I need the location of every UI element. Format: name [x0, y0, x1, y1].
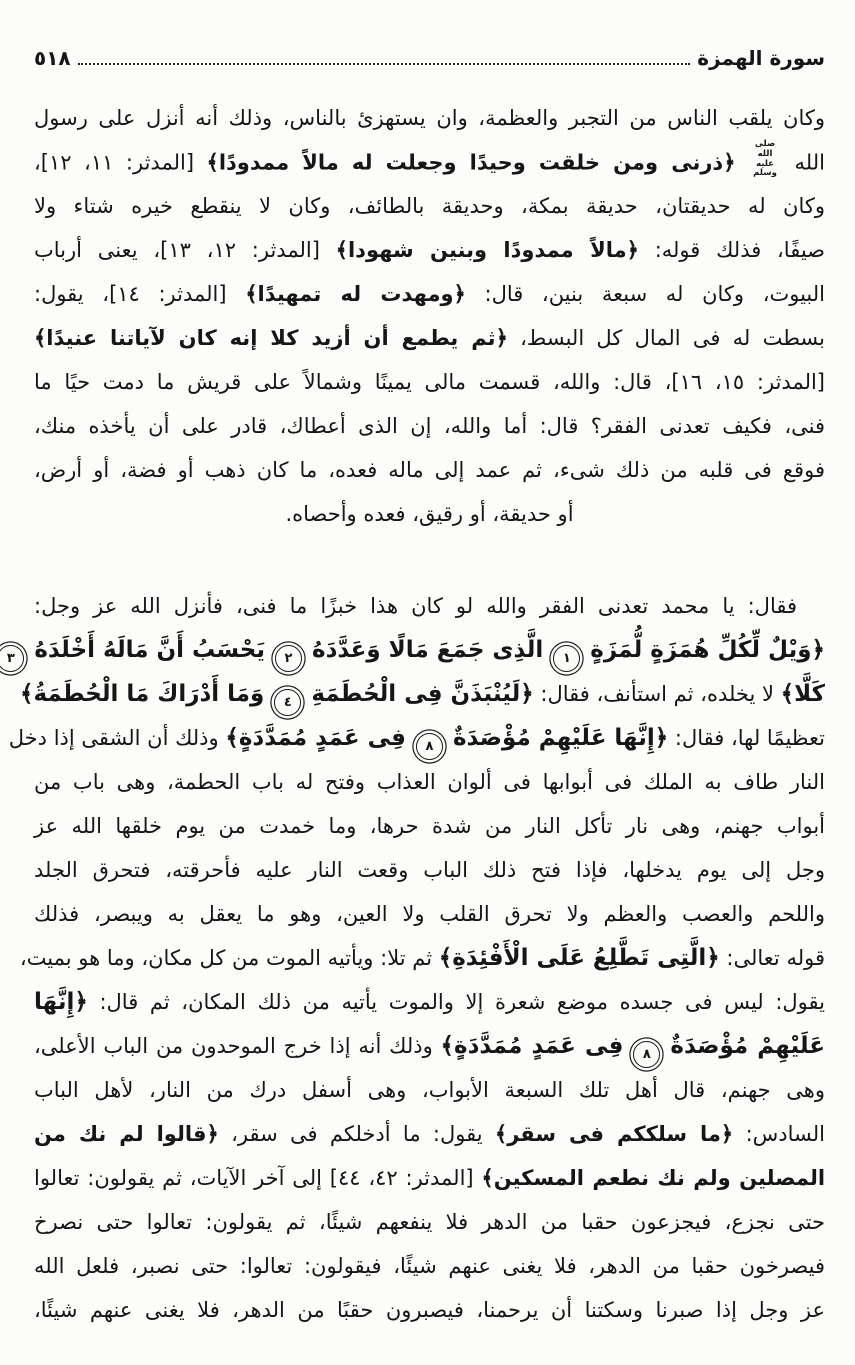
- aya-number-badge: ٨: [633, 1041, 660, 1068]
- text-line: [34, 448, 825, 492]
- text-line: [34, 1244, 825, 1288]
- text-segment: واللحم والعصب والعظم ولا تحرق القلب ولا العين، وهو ما يعقل به ويبصر، فذلك: [34, 902, 825, 926]
- quran-verse-segment: يَحْسَبُ أَنَّ مَالَهُ أَخْلَدَهُ: [34, 637, 265, 663]
- bold-quote-segment: ﴿ومهدت له تمهيدًا﴾: [245, 282, 466, 306]
- text-segment: [المدثر: ١٢، ١٣]، يعنى أرباب: [34, 238, 336, 262]
- paragraph-1: [34, 96, 825, 536]
- page-body: [6, 96, 826, 1332]
- quran-verse-segment: ﴿إِنَّهَا: [34, 989, 88, 1015]
- quran-verse-segment: ﴿وَيْلٌ لِّكُلِّ هُمَزَةٍ لُّمَزَةٍ: [590, 637, 825, 663]
- text-line: [34, 1200, 825, 1244]
- page-header: [34, 46, 825, 70]
- quran-verse-segment: الَّذِى جَمَعَ مَالًا وَعَدَّدَهُ: [312, 637, 544, 663]
- bold-quote-segment: ﴿ما سلككم فى سقر﴾: [494, 1122, 734, 1146]
- text-line: [8, 716, 825, 760]
- text-segment: السادس:: [733, 1122, 825, 1146]
- quran-verse-segment: ﴿الَّتِى تَطَّلِعُ عَلَى الْأَفْئِدَةِ﴾: [438, 945, 720, 971]
- text-segment: فيصرخون حقبا من الدهر، فلا يغنى عنهم شيئًا، فيقولون: تعالوا: حتى نصبر، فلعل الله: [34, 1254, 825, 1278]
- text-line: [34, 492, 825, 536]
- text-line: [34, 1156, 825, 1200]
- bold-quote-segment: ﴿مالاً ممدودًا وبنين شهودا﴾: [335, 238, 639, 262]
- text-line: [34, 1112, 825, 1156]
- quran-verse-segment: فِى عَمَدٍ مُمَدَّدَةٍ﴾: [225, 725, 406, 751]
- text-segment: عز وجل إذا صبرنا وسكتنا أن يرحمنا، فيصبرون حقبًا من الدهر، فلا يغنى عنهم شيئًا،: [34, 1298, 825, 1322]
- text-segment: فنى، فكيف تعدنى الفقر؟ قال: أما والله، إن الذى أعطاك، قادر على أن يأخذه منك،: [34, 414, 825, 438]
- text-line: [34, 760, 825, 804]
- quran-verse-segment: كَلَّا﴾: [780, 681, 825, 707]
- text-line: [34, 1024, 825, 1068]
- text-line: [6, 628, 825, 672]
- text-segment: [المدثر: ٤٢، ٤٤] إلى آخر الآيات، ثم يقولون: تعالوا: [34, 1166, 482, 1190]
- text-segment: صيفًا، فذلك قوله:: [638, 238, 825, 262]
- aya-number-badge: ٢: [275, 645, 302, 672]
- text-segment: وجل إلى يوم يدخلها، فإذا فتح ذلك الباب وقعت النار عليه فأحرقته، فتحرق الجلد: [34, 858, 825, 882]
- text-segment: فوقع فى قلبه من ذلك شىء، ثم عمد إلى ماله فعده، ما كان ذهب أو فضة، أو أرض،: [34, 458, 825, 482]
- text-line: [34, 892, 825, 936]
- text-line: [34, 1288, 825, 1332]
- text-line: [20, 672, 825, 716]
- text-segment: يقول: ما أدخلكم فى سقر،: [218, 1122, 495, 1146]
- text-segment: [736, 150, 749, 174]
- text-segment: قوله تعالى:: [719, 946, 825, 970]
- text-segment: وكان يلقب الناس من التجبر والعظمة، وان يستهزئ بالناس، وذلك أنه أنزل على رسول: [34, 106, 825, 130]
- text-segment: [المدثر: ١٤]، يقول:: [34, 282, 246, 306]
- pbuh-mark: صلى الله عليه وسلم: [753, 139, 777, 179]
- text-line: [34, 584, 825, 628]
- text-segment: حتى نجزع، فيجزعون حقبا من الدهر فلا ينفعهم شيئًا، ثم يقولون: تعالوا حتى نصرخ: [34, 1210, 825, 1234]
- aya-number-badge: ٤: [274, 689, 301, 716]
- bold-quote-segment: ﴿ذرنى ومن خلقت وحيدًا وجعلت له مالاً ممدودًا﴾: [206, 150, 736, 175]
- text-line: [34, 184, 825, 228]
- bold-quote-segment: ﴿ثم يطمع أن أزيد كلا إنه كان لآياتنا عنيدًا﴾: [34, 326, 508, 350]
- aya-number-badge: ٣: [0, 645, 24, 672]
- text-line: [34, 804, 825, 848]
- paragraph-2: [6, 584, 826, 1332]
- text-segment: وهى جهنم، قال أهل تلك السبعة الأبواب، وهى أسفل درك من النار، لأهل الباب: [34, 1078, 825, 1102]
- quran-verse-segment: فِى عَمَدٍ مُمَدَّدَةٍ﴾: [440, 1033, 624, 1059]
- bold-quote-segment: المصلين ولم نك نطعم المسكين﴾: [481, 1166, 826, 1190]
- quran-verse-segment: وَمَا أَدْرَاكَ مَا الْحُطَمَةُ﴾: [20, 681, 265, 707]
- text-line: [34, 404, 825, 448]
- text-line: [34, 316, 825, 360]
- text-line: [19, 936, 825, 980]
- quran-verse-segment: ﴿إِنَّهَا عَلَيْهِمْ مُؤْصَدَةٌ: [452, 725, 669, 751]
- quran-verse-segment: ﴿لَيُنْبَذَنَّ فِى الْحُطَمَةِ: [311, 681, 534, 707]
- text-segment: أو حديقة، أو رقيق، فعده وأحصاه.: [285, 502, 574, 526]
- text-segment: تعظيمًا لها، فقال:: [668, 726, 825, 750]
- surah-title: سورة الهمزة: [697, 46, 825, 70]
- page-number: ٥١٨: [34, 46, 71, 70]
- text-line: [34, 848, 825, 892]
- text-segment: وذلك أنه إذا خرج الموحدون من الباب الأعلى،: [34, 1034, 441, 1058]
- text-segment: النار طاف به الملك فى أبوابها فى ألوان العذاب وفتح له باب الحطمة، وهى باب من: [34, 770, 825, 794]
- quran-verse-segment: عَلَيْهِمْ مُؤْصَدَةٌ: [670, 1033, 825, 1059]
- text-line: [34, 140, 825, 184]
- text-segment: الله: [782, 150, 825, 175]
- text-segment: وذلك أن الشقى إذا دخل: [8, 726, 226, 750]
- text-line: [34, 980, 825, 1024]
- aya-number-badge: ١: [553, 645, 580, 672]
- text-segment: [المدثر: ١٥، ١٦]، قال: والله، قسمت مالى يمينًا وشمالاً على قريش ما دمت حيًا ما: [34, 370, 826, 394]
- text-segment: لا يخلده، ثم استأنف، فقال:: [533, 682, 781, 706]
- text-segment: ثم تلا: ويأتيه الموت من كل مكان، وما هو بميت،: [19, 946, 439, 970]
- bold-quote-segment: ﴿قالوا لم نك من: [34, 1122, 219, 1146]
- text-line: [34, 96, 825, 140]
- text-segment: أبواب جهنم، وهى نار تأكل النار من شدة حرها، وما خمدت من يوم خلقها الله عز: [34, 814, 825, 838]
- text-segment: بسطت له فى المال كل البسط،: [507, 326, 825, 350]
- aya-number-badge: ٨: [416, 733, 443, 760]
- text-line: [34, 272, 825, 316]
- text-line: [34, 1068, 825, 1112]
- text-segment: يقول: ليس فى جسده موضع شعرة إلا والموت يأتيه من ذلك المكان، ثم قال:: [87, 990, 825, 1014]
- text-line: [34, 360, 825, 404]
- text-line: [34, 228, 825, 272]
- text-segment: وكان له حديقتان، حديقة بمكة، وحديقة بالطائف، وكان لا ينقطع خيره شتاء ولا: [34, 194, 825, 218]
- text-segment: فقال: يا محمد تعدنى الفقر والله لو كان هذا خبزًا ما فنى، فأنزل الله عز وجل:: [34, 594, 797, 618]
- dotted-leader: [78, 50, 691, 65]
- text-segment: [المدثر: ١١، ١٢]،: [34, 150, 207, 175]
- text-segment: البيوت، وكان له سبعة بنين، قال:: [465, 282, 825, 306]
